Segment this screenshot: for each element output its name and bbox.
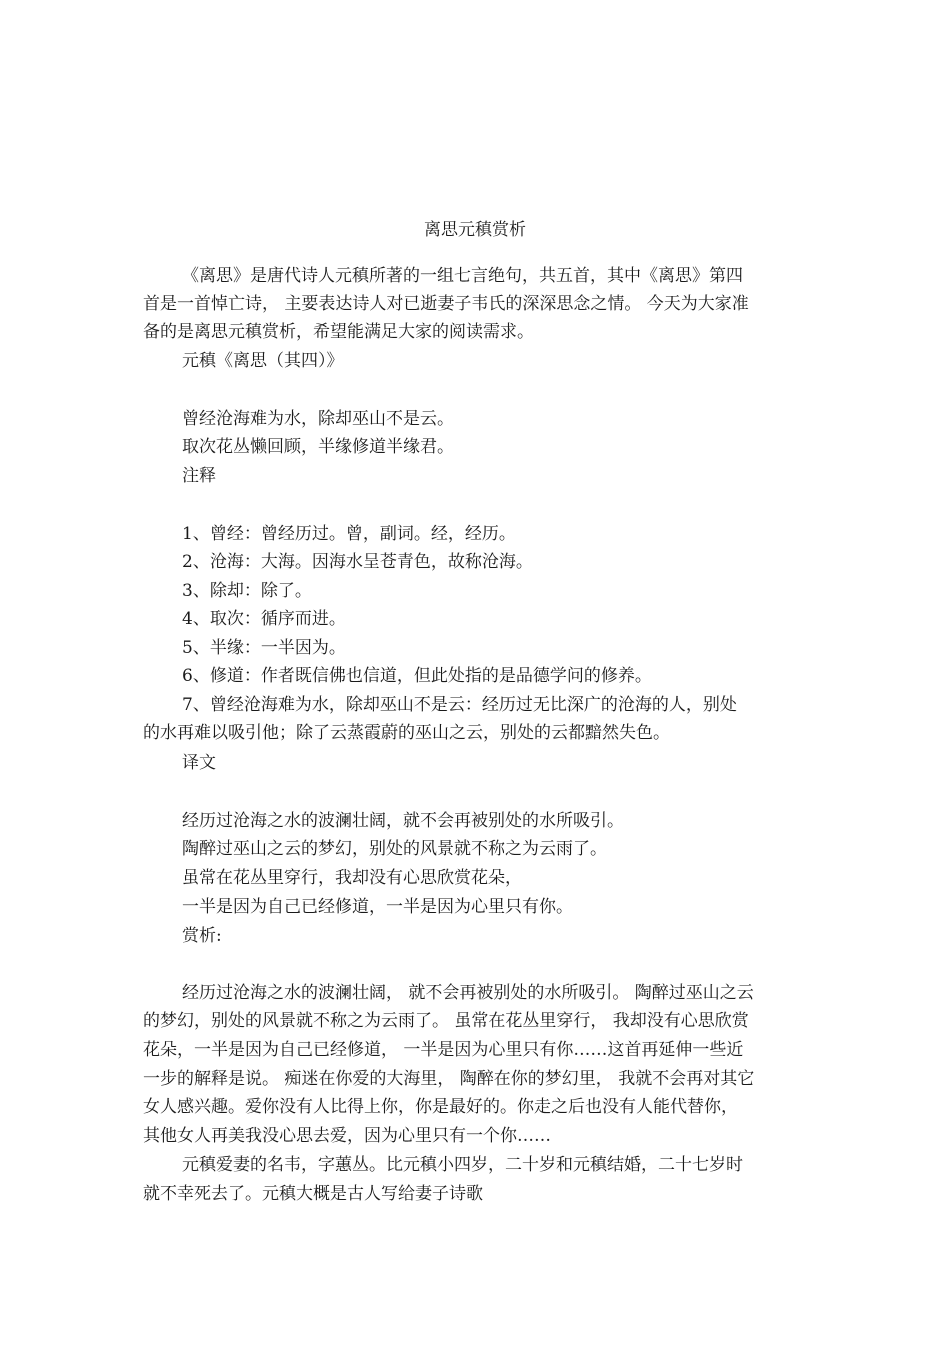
intro-line: 备的是离思元稹赏析，希望能满足大家的阅读需求。 xyxy=(143,322,534,342)
intro-line: 《离思》是唐代诗人元稹所著的一组七言绝句，共五首，其中《离思》第四 xyxy=(182,266,743,286)
analysis-line: 一步的解释是说。 痴迷在你爱的大海里， 陶醉在你的梦幻里， 我就不会再对其它 xyxy=(143,1069,755,1089)
note-item: 4、取次：循序而进。 xyxy=(182,609,346,629)
analysis-line: 其他女人再美我没心思去爱，因为心里只有一个你…… xyxy=(143,1126,551,1146)
translation-line: 一半是因为自己已经修道，一半是因为心里只有你。 xyxy=(182,897,573,917)
analysis-line: 女人感兴趣。爱你没有人比得上你，你是最好的。你走之后也没有人能代替你， xyxy=(143,1097,738,1117)
document-title: 离思元稹赏析 xyxy=(424,220,526,240)
analysis-line: 的梦幻，别处的风景就不称之为云雨了。 虽常在花丛里穿行， 我却没有心思欣赏 xyxy=(143,1011,749,1031)
note-item: 5、半缘：一半因为。 xyxy=(182,638,346,658)
poem-line: 取次花丛懒回顾，半缘修道半缘君。 xyxy=(182,437,454,457)
analysis-heading: 赏析: xyxy=(182,926,222,946)
notes-heading: 注释 xyxy=(182,466,216,486)
translation-line: 虽常在花丛里穿行，我却没有心思欣赏花朵， xyxy=(182,868,522,888)
note-item: 2、沧海：大海。因海水呈苍青色，故称沧海。 xyxy=(182,552,533,572)
analysis-line: 花朵，一半是因为自己已经修道， 一半是因为心里只有你……这首再延伸一些近 xyxy=(143,1040,744,1060)
closing-line: 元稹爱妻的名韦，字蕙丛。比元稹小四岁，二十岁和元稹结婚，二十七岁时 xyxy=(182,1155,743,1175)
poem-line: 曾经沧海难为水，除却巫山不是云。 xyxy=(182,409,454,429)
translation-line: 陶醉过巫山之云的梦幻，别处的风景就不称之为云雨了。 xyxy=(182,839,607,859)
intro-line: 首是一首悼亡诗， 主要表达诗人对已逝妻子韦氏的深深思念之情。 今天为大家准 xyxy=(143,294,749,314)
note-item: 7、曾经沧海难为水，除却巫山不是云：经历过无比深广的沧海的人，别处 xyxy=(182,695,737,715)
translation-heading: 译文 xyxy=(182,753,216,773)
closing-line: 就不幸死去了。元稹大概是古人写给妻子诗歌 xyxy=(143,1184,483,1204)
analysis-line: 经历过沧海之水的波澜壮阔， 就不会再被别处的水所吸引。 陶醉过巫山之云 xyxy=(182,983,754,1003)
note-item: 3、除却：除了。 xyxy=(182,581,312,601)
note-item-continuation: 的水再难以吸引他；除了云蒸霞蔚的巫山之云，别处的云都黯然失色。 xyxy=(143,723,670,743)
translation-line: 经历过沧海之水的波澜壮阔，就不会再被别处的水所吸引。 xyxy=(182,811,624,831)
note-item: 6、修道：作者既信佛也信道，但此处指的是品德学问的修养。 xyxy=(182,666,652,686)
note-item: 1、曾经：曾经历过。曾，副词。经，经历。 xyxy=(182,524,516,544)
poem-heading: 元稹《离思（其四）》 xyxy=(182,351,344,371)
